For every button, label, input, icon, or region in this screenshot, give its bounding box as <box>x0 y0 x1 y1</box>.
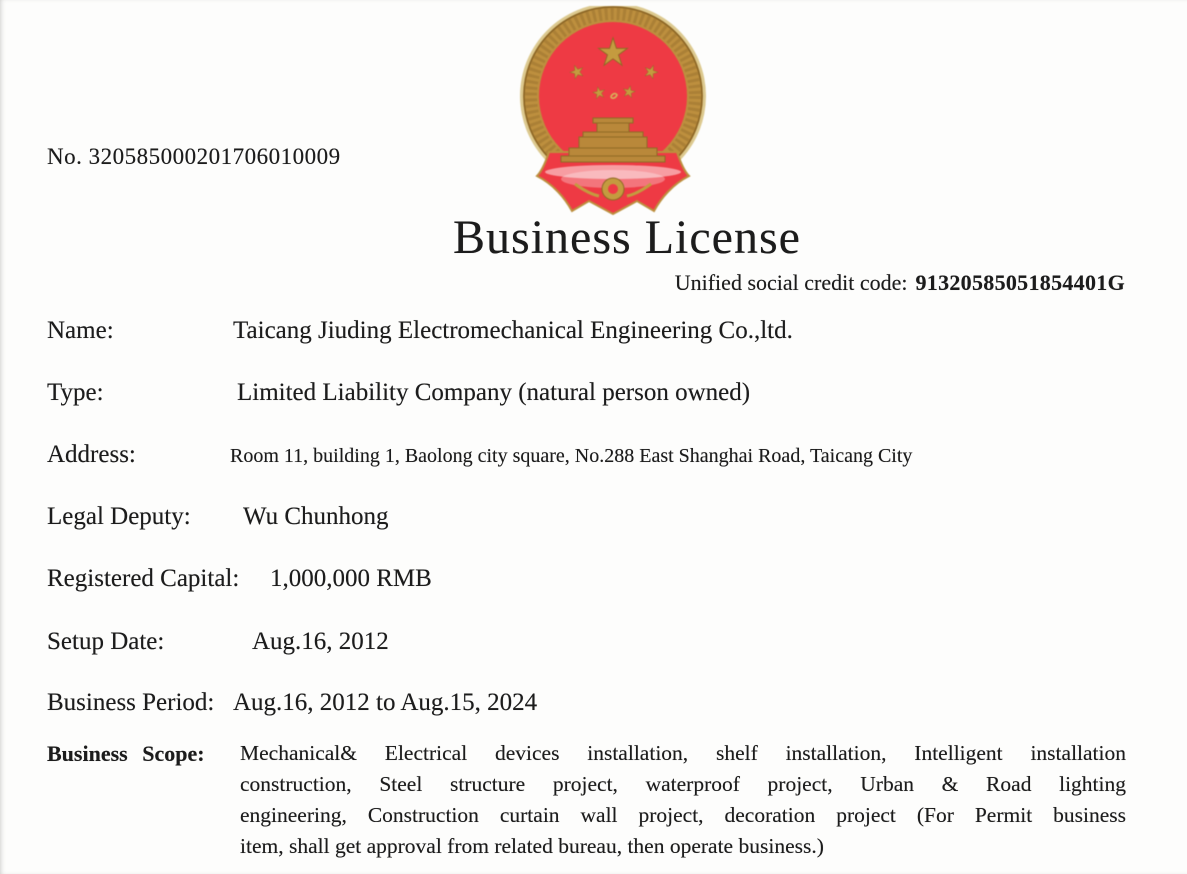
field-label: Name: <box>47 317 114 344</box>
field-label: Registered Capital: <box>47 565 240 592</box>
business-scope-line: item, shall get approval from related bureau, then operate business.) <box>240 834 824 858</box>
field-value: Limited Liability Company (natural person owned) <box>237 379 751 406</box>
field-label: Address: <box>47 441 136 468</box>
credit-code-value: 91320585051854401G <box>915 270 1125 295</box>
field-row-address <box>47 441 912 469</box>
field-label: Setup Date: <box>47 628 165 655</box>
field-row-type <box>47 379 750 407</box>
field-row-registered-capital <box>47 565 432 593</box>
field-value: 1,000,000 RMB <box>270 565 432 592</box>
field-label: Legal Deputy: <box>47 503 191 530</box>
field-value: Taicang Jiuding Electromechanical Engineering Co.,ltd. <box>233 317 793 344</box>
field-value: Aug.16, 2012 <box>252 628 389 655</box>
field-row-legal-deputy <box>47 503 389 531</box>
field-label: Business Period: <box>47 689 215 716</box>
field-row-business-period <box>47 689 537 717</box>
field-value: Wu Chunhong <box>243 503 389 530</box>
business-scope-line: engineering, Construction curtain wall project, decoration project (For Permit business <box>240 803 1126 827</box>
field-value: Room 11, building 1, Baolong city square, No.288 East Shanghai Road, Taicang City <box>230 445 913 467</box>
china-national-emblem-icon <box>512 6 714 216</box>
business-scope-line: Mechanical& Electrical devices installation, shelf installation, Intelligent installation <box>240 741 1126 765</box>
serial-number: No. 320585000201706010009 <box>47 144 341 169</box>
business-scope-label: Business Scope: <box>47 741 205 766</box>
field-row-name <box>47 317 793 345</box>
unified-social-credit-code <box>675 270 1125 296</box>
credit-code-label: Unified social credit code: <box>674 270 908 295</box>
business-scope-line: construction, Steel structure project, waterproof project, Urban & Road lighting <box>240 772 1126 796</box>
business-scope-text <box>240 738 1126 862</box>
field-row-setup-date <box>47 628 389 656</box>
field-label: Type: <box>47 379 104 406</box>
field-value: Aug.16, 2012 to Aug.15, 2024 <box>233 689 538 716</box>
page-title: Business License <box>453 211 801 264</box>
